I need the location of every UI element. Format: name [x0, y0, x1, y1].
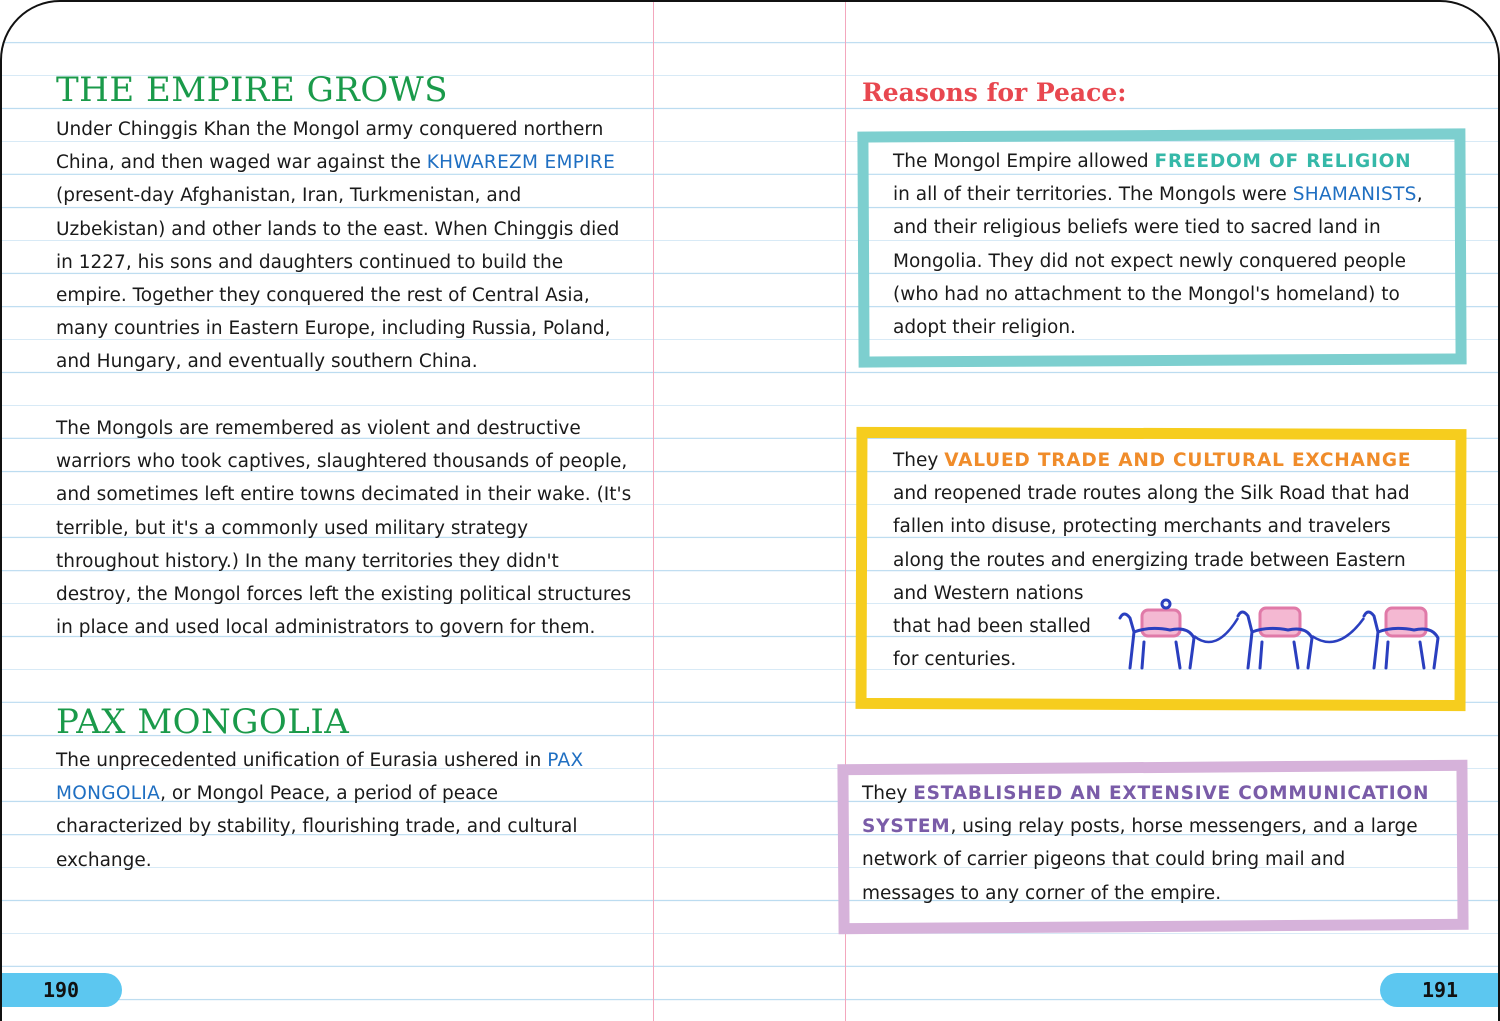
highlight-communication-system: ESTABLISHED AN EXTENSIVE COMMUNICATION SYSTEM: [862, 783, 1430, 838]
paragraph-empire-grows: [56, 113, 636, 379]
reasons-for-peace-title: Reasons for Peace:: [862, 78, 1127, 107]
text: They: [862, 783, 914, 804]
margin-line: [653, 0, 654, 1021]
keyword-pax-mongolia: PAX MONGOLIA: [56, 750, 584, 805]
text: (present-day Afghanistan, Iran, Turkmenistan, and Uzbekistan) and other lands to the east. When Chinggis died in 1227, his sons and daughters continued to build the empire. Together they conquered the rest of Central Asia, many countries in Eastern Europe, including Russia, Poland, and Hungary, and eventually southern China.: [56, 185, 620, 373]
camel-icon: [1120, 600, 1194, 668]
text: and Western nations: [893, 583, 1084, 604]
page-number-right: 191: [1380, 973, 1500, 1007]
text: in all of their territories. The Mongols were: [893, 184, 1293, 206]
keyword-khwarezm-empire: KHWAREZM EMPIRE: [426, 152, 616, 174]
trade-text: [893, 444, 1438, 577]
highlight-freedom-of-religion: FREEDOM OF RELIGION: [1154, 151, 1412, 172]
trade-text-continued: [893, 577, 1103, 677]
heading-pax-mongolia: PAX MONGOLIA: [56, 702, 350, 742]
text: , or Mongol Peace, a period of peace characterized by stability, flourishing trade, and cultural exchange.: [56, 783, 578, 871]
camel-icon: [1238, 608, 1312, 668]
text: The unprecedented unification of Eurasia ushered in: [56, 750, 548, 771]
paragraph-pax-mongolia: [56, 744, 616, 877]
religion-text: [893, 145, 1433, 344]
highlight-valued-trade: VALUED TRADE AND CULTURAL EXCHANGE: [944, 450, 1412, 471]
text: that had been stalled: [893, 616, 1091, 638]
text: Under Chinggis Khan the Mongol army conquered northern China, and then waged war against the: [56, 119, 604, 174]
camel-caravan-illustration: [1110, 596, 1450, 676]
communication-text: [862, 777, 1442, 910]
camel-icon: [1364, 608, 1438, 668]
keyword-shamanists: SHAMANISTS: [1292, 184, 1417, 206]
text: , using relay posts, horse messengers, and a large network of carrier pigeons that could bring mail and messages to any corner of the empire.: [862, 816, 1418, 904]
text: They: [893, 450, 945, 471]
text: The Mongol Empire allowed: [893, 151, 1155, 172]
paragraph-mongols-remembered: The Mongols are remembered as violent and destructive warriors who took captives, slaughtered thousands of people, and sometimes left entire towns decimated in their wake. (It's terrible, but it's a commonly used military strategy throughout history.) In the many territories they didn't destroy, the Mongol forces left the existing political structures in place and used local administrators to govern for them.: [56, 418, 632, 639]
text: and reopened trade routes along the Silk Road that had fallen into disuse, protecting merchants and travelers along the routes and energizing trade between Eastern: [893, 483, 1410, 571]
heading-empire-grows: THE EMPIRE GROWS: [56, 70, 448, 110]
text: , and their religious beliefs were tied to sacred land in Mongolia. They did not expect newly conquered people (who had no attachment to the Mongol's homeland) to adopt their religion.: [893, 184, 1423, 339]
page-number-left: 190: [0, 973, 122, 1007]
text: for centuries.: [893, 649, 1017, 671]
